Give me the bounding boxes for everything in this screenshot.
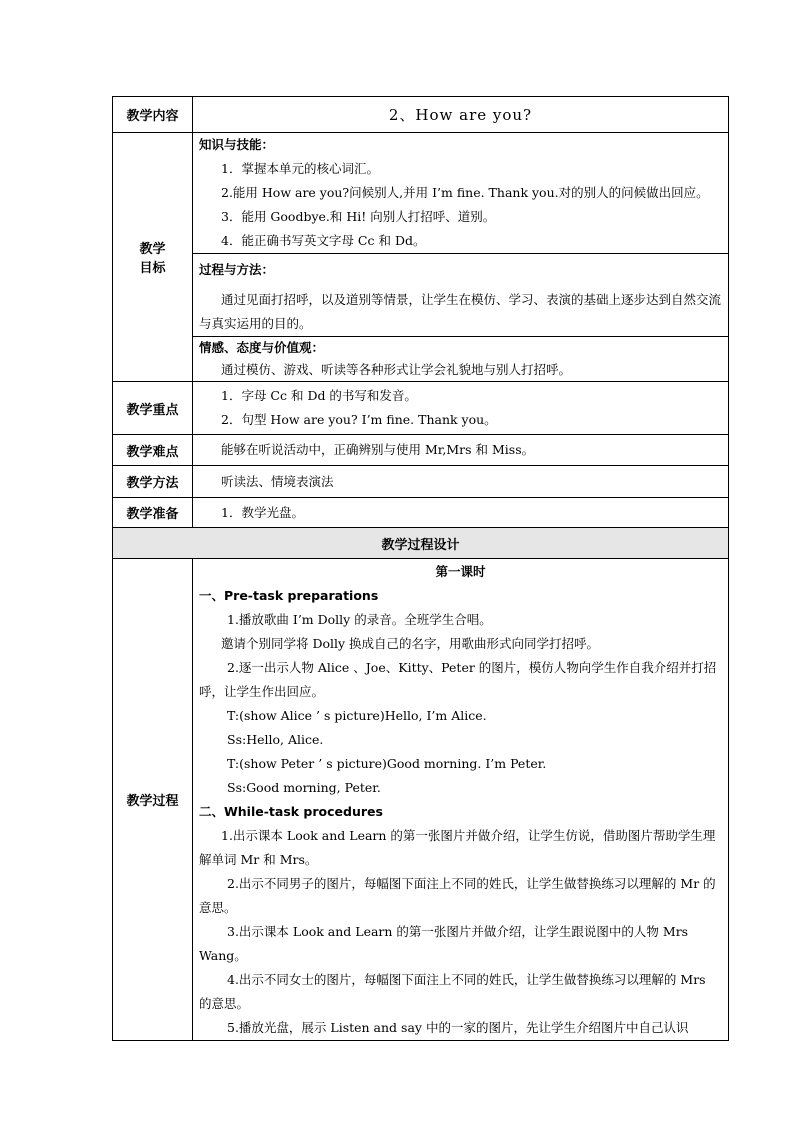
pre-task-item: 邀请个别同学将 Dolly 换成自己的名字，用歌曲形式向同学打招呼。 [221,636,600,651]
dialogue-line: T:(show Alice ’ s picture)Hello, I’m Alice. [227,708,487,723]
objectives-label-line2: 目标 [139,261,166,276]
pre-task-heading: 一、Pre-task preparations [199,588,379,603]
difficulties-text: 能够在听说活动中，正确辨别与使用 Mr,Mrs 和 Miss。 [221,442,535,457]
difficulties-label: 教学难点 [113,435,193,466]
key-points-label: 教学重点 [113,382,193,435]
key-point-item: 2．句型 How are you? I’m fine. Thank you。 [221,412,497,427]
knowledge-item: 4．能正确书写英文字母 Cc 和 Dd。 [221,233,426,248]
lesson-plan-table [112,96,729,1041]
while-task-item: 5.播放光盘，展示 Listen and say 中的一家的图片，先让学生介绍图片中自己认识 [227,1020,689,1035]
dialogue-line: Ss:Hello, Alice. [227,732,324,747]
while-task-item: 4.出示不同女士的图片，每幅图下面注上不同的姓氏，让学生做替换练习以理解的 Mrs 的意思。 [199,972,706,1011]
content-label: 教学内容 [113,97,193,133]
methods-cell [193,466,729,498]
lesson-title: 2、How are you? [193,97,729,133]
process-method-text: 通过见面打招呼，以及道别等情景，让学生在模仿、学习、表演的基础上逐步达到自然交流与真实运用的目的。 [199,292,722,331]
knowledge-item: 3．能用 Goodbye.和 Hi! 向别人打招呼、道别。 [221,209,496,224]
design-header: 教学过程设计 [113,528,729,559]
key-points-cell [193,382,729,435]
methods-text: 听读法、情境表演法 [221,473,334,489]
process-cell [193,559,729,1041]
methods-label: 教学方法 [113,466,193,498]
objectives-label-line1: 教学 [139,242,166,257]
process-method-heading: 过程与方法： [199,262,275,277]
while-task-heading: 二、While-task procedures [199,804,383,819]
knowledge-item: 2.能用 How are you?问候别人,并用 I’m fine. Thank you.对的别人的问候做出回应。 [221,185,709,200]
while-task-item: 1.出示课本 Look and Learn 的第一张图片并做介绍，让学生仿说，借助图片帮助学生理解单词 Mr 和 Mrs。 [199,828,716,867]
emotion-block [193,336,728,381]
key-point-item: 1．字母 Cc 和 Dd 的书写和发音。 [221,388,417,403]
while-task-item: 2.出示不同男子的图片，每幅图下面注上不同的姓氏，让学生做替换练习以理解的 Mr 的意思。 [199,876,716,915]
emotion-heading: 情感、态度与价值观： [199,340,325,355]
pre-task-item: 2.逐一出示人物 Alice 、Joe、Kitty、Peter 的图片，模仿人物向学生作自我介绍并打招呼，让学生作出回应。 [199,660,717,699]
process-label: 教学过程 [113,559,193,1041]
knowledge-heading: 知识与技能： [199,137,275,152]
preparation-cell [193,498,729,528]
dialogue-line: Ss:Good morning, Peter. [227,780,381,795]
knowledge-block [193,133,728,253]
process-method-block [193,253,728,336]
preparation-label: 教学准备 [113,498,193,528]
preparation-text: 1．教学光盘。 [221,504,304,520]
difficulties-cell [193,435,729,466]
objectives-label [113,133,193,382]
dialogue-line: T:(show Peter ’ s picture)Good morning. I’m Peter. [227,756,547,771]
while-task-item: 3.出示课本 Look and Learn 的第一张图片并做介绍，让学生跟说图中的人物 Mrs Wang。 [199,924,689,963]
knowledge-item: 1．掌握本单元的核心词汇。 [221,161,379,176]
emotion-text: 通过模仿、游戏、听读等各种形式让学会礼貌地与别人打招呼。 [221,362,572,377]
pre-task-item: 1.播放歌曲 I’m Dolly 的录音。全班学生合唱。 [227,612,492,627]
objectives-cell [193,133,729,382]
lesson-period-title: 第一课时 [435,564,486,579]
